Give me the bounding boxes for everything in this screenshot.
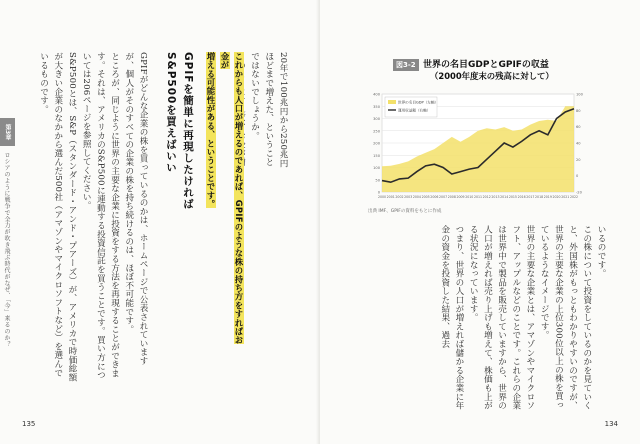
highlight-passage xyxy=(204,52,246,352)
x-tick-label: 2010 xyxy=(465,195,474,199)
x-tick-label: 2016 xyxy=(517,195,526,199)
x-tick-label: 2011 xyxy=(473,195,483,199)
x-tick-label: 2019 xyxy=(543,195,552,199)
x-tick-label: 2005 xyxy=(421,195,430,199)
x-tick-label: 2020 xyxy=(552,195,561,199)
y-left-tick-label: 150 xyxy=(373,153,380,158)
y-right-tick-label: 100 xyxy=(576,92,583,97)
x-tick-label: 2009 xyxy=(456,195,465,199)
page-number: 135 xyxy=(22,420,36,428)
y-left-tick-label: 250 xyxy=(373,129,380,134)
chapter-tab: 第3章 xyxy=(0,118,15,146)
x-tick-label: 2017 xyxy=(526,195,535,199)
x-tick-label: 2021 xyxy=(561,195,570,199)
highlight-line-1: これからも人口が増えるのであれば、GPIFのような株の持ち方をすればお金が xyxy=(220,52,244,345)
chart-legend xyxy=(385,97,438,117)
y-left-tick-label: 400 xyxy=(373,92,380,97)
x-tick-label: 2018 xyxy=(535,195,544,199)
heading-line-1: GPIFを簡単に再現したければ xyxy=(182,52,194,210)
x-tick-label: 2013 xyxy=(491,195,500,199)
legend-gdp-swatch xyxy=(388,100,396,104)
x-tick-label: 2014 xyxy=(500,195,509,199)
y-right-tick-label: 0 xyxy=(576,174,579,179)
y-right-tick-label: 80 xyxy=(576,108,581,113)
y-right-tick-label: 60 xyxy=(576,125,581,130)
paragraph-right: いるのです。 この株について投資をしているのかを見ていくと、外国株がもっともわかりやすいのですが、世界の主要な企業の上位300位以上の株を買っているようなイメージです。 世界の主要な企業とは、アマゾンやマイクロソフト、アップルなどのことです。これらの企業は世界中で製品を販売していますから、世界の人口が増えれば売り上げも増えて、株価も上がる状況になっています。 つまり、世界の人口が増えれば儲かる企業に年金の資金を投資した結果、過去 xyxy=(439,225,606,410)
legend-gpif-label: 運用収益額（右軸） xyxy=(398,108,431,113)
figure-label: 図3-2 xyxy=(393,59,419,71)
y-left-tick-label: 350 xyxy=(373,104,380,109)
x-tick-label: 2006 xyxy=(430,195,439,199)
y-left-tick-label: 300 xyxy=(373,117,380,121)
figure-subtitle: （2000年度末の残高に対して） xyxy=(430,71,554,81)
paragraph-bottom: GPIFがどんな企業の株を買っているのかは、ホームページで公表されていますが、個人がそのすべての企業の株を持ち続けるのは、ほぼ不可能です。 ところが、同じように世界の主要な企業に投資をする方法を再現することができます。それは、アメリカのS&P500に連動する投資信託を買うことです。買い方については206ページを参照してください。 S&P500とは、S&P（スタンダード・アンド・プアーズ）が、アメリカで時価総額が大きい企業のなかから選んだ500社（アマゾンやマイクロソフトなど）を選んでいるものです。 xyxy=(38,52,148,382)
paragraph-top: 20年で100兆円から250兆円ほどまで増えた、ということではないでしょうか。 xyxy=(249,52,288,168)
y-left-tick-label: 200 xyxy=(373,141,380,146)
y-right-tick-label: -20 xyxy=(576,190,582,195)
highlight-line-2: 増える可能性がある、ということです。 xyxy=(206,52,216,209)
figure-source: 出典 IMF、GPIFの資料をもとに作成 xyxy=(368,209,442,214)
x-tick-label: 2007 xyxy=(439,195,448,199)
page-number: 134 xyxy=(604,420,618,428)
x-tick-label: 2003 xyxy=(404,195,413,199)
y-left-tick-label: 100 xyxy=(373,166,380,170)
gdp-gpif-chart xyxy=(366,86,588,206)
y-left-tick-label: 50 xyxy=(375,178,380,183)
x-tick-label: 2022 xyxy=(569,195,579,199)
x-tick-label: 2008 xyxy=(447,195,456,199)
y-right-tick-label: 40 xyxy=(576,141,581,146)
y-right-tick-label: 20 xyxy=(576,157,581,162)
x-tick-label: 2002 xyxy=(395,195,404,199)
figure-title: 世界の名目GDPとGPIFの収益 xyxy=(423,60,549,70)
x-tick-label: 2001 xyxy=(386,195,395,199)
legend-gdp-label: 世界の名目GDP（左軸） xyxy=(398,100,439,105)
y-left-tick-label: 0 xyxy=(377,190,380,195)
x-tick-label: 2015 xyxy=(508,195,517,199)
section-heading xyxy=(162,52,196,210)
x-tick-label: 2000 xyxy=(377,195,387,199)
x-tick-label: 2004 xyxy=(412,195,421,199)
x-tick-label: 2012 xyxy=(482,195,491,199)
chapter-title: ロシアのように戦争で全力が吹き飛ぶ時代がなぜ、「今」来るのか？ xyxy=(3,152,10,348)
heading-line-2: S&P500を買えばいい xyxy=(165,52,177,174)
